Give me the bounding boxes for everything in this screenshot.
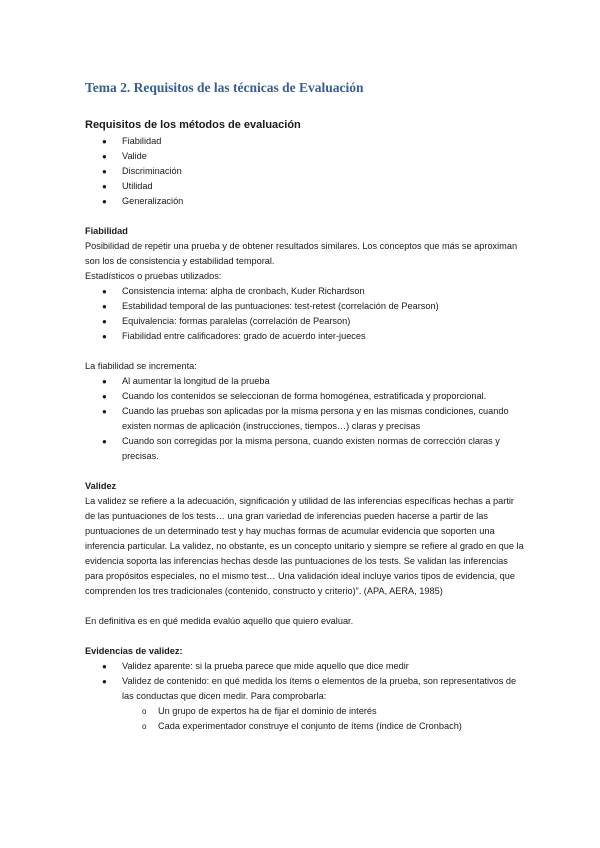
bullet-icon: ● bbox=[102, 392, 107, 401]
list-item: ● Cuando son corregidas por la misma persona, cuando existen normas de corrección claras y precisas. bbox=[102, 436, 500, 461]
bullet-icon: ● bbox=[102, 677, 107, 686]
evidencias-sublist bbox=[85, 704, 525, 734]
bullet-icon: ● bbox=[102, 317, 107, 326]
sublist-item: o Un grupo de expertos ha de fijar el dominio de interés bbox=[85, 704, 525, 719]
bullet-icon: ● bbox=[102, 302, 107, 311]
estadisticos-list bbox=[85, 284, 525, 344]
section-heading-validez: Validez bbox=[85, 481, 117, 491]
list-item: ● Discriminación bbox=[85, 164, 525, 179]
bullet-icon: ● bbox=[102, 332, 107, 341]
estadisticos-label: Estadísticos o pruebas utilizados: bbox=[85, 271, 222, 281]
bullet-icon: ● bbox=[102, 662, 107, 671]
fiabilidad-intro: Posibilidad de repetir una prueba y de obtener resultados similares. Los conceptos que más se aproximan son los de consistencia y estabilidad temporal. bbox=[85, 241, 518, 266]
list-item: ● Validez aparente: si la prueba parece que mide aquello que dice medir bbox=[85, 659, 525, 674]
bullet-icon: ● bbox=[102, 437, 107, 446]
validez-paragraph: La validez se refiere a la adecuación, significación y utilidad de las inferencias específicas hechas a partir de las puntuaciones de los tests… una gran variedad de inferencias pueden hacerse a partir de las puntuaciones de un determinado test y hay muchas formas de acumular evidencia que soporten una inferencia particular. La validez, no obstante, es un concepto unitario y siempre se refiere al grado en que la evidencia soporta las inferencias hechas desde las puntuaciones de los tests. Se validan las inferencias para propósitos especiales, no el mismo test… Una validación ideal incluye varios tipos de evidencia, que comprenden los tres tradicionales (contenido, constructo y criterio)”. (APA, AERA, 1985) bbox=[85, 496, 524, 596]
list-item: ● Cuando las pruebas son aplicadas por la misma persona y en las mismas condiciones, cuando existen normas de aplicación (instrucciones, tiempos…) claras y precisas bbox=[102, 406, 509, 431]
list-item: ● Al aumentar la longitud de la prueba bbox=[85, 374, 525, 389]
list-item: ● Validez de contenido: en qué medida los ítems o elementos de la prueba, son representativos de las conductas que dicen medir. Para comprobarla: o Un grupo de expertos ha de fijar el dominio de interés o Cada experimentador construye el conjunto de ítems (índice de Cronbach) bbox=[85, 674, 525, 734]
list-item: ● Cuando los contenidos se seleccionan de forma homogénea, estratificada y proporcional. bbox=[85, 389, 525, 404]
circle-bullet-icon: o bbox=[142, 722, 147, 731]
document-title: Tema 2. Requisitos de las técnicas de Evaluación bbox=[85, 80, 364, 95]
list-item: ● Consistencia interna: alpha de cronbach, Kuder Richardson bbox=[85, 284, 525, 299]
bullet-icon: ● bbox=[102, 407, 107, 416]
list-item: ● Valide bbox=[85, 149, 525, 164]
list-item: ● Equivalencia: formas paralelas (correlación de Pearson) bbox=[85, 314, 525, 329]
bullet-icon: ● bbox=[102, 182, 107, 191]
bullet-icon: ● bbox=[102, 197, 107, 206]
requisitos-list bbox=[85, 134, 525, 209]
incrementa-list bbox=[85, 374, 525, 464]
bullet-icon: ● bbox=[102, 137, 107, 146]
list-item: ● Estabilidad temporal de las puntuaciones: test-retest (correlación de Pearson) bbox=[85, 299, 525, 314]
list-item: ● Generalización bbox=[85, 194, 525, 209]
evidencias-list bbox=[85, 659, 525, 734]
section-heading-fiabilidad: Fiabilidad bbox=[85, 226, 128, 236]
list-item: ● Utilidad bbox=[85, 179, 525, 194]
list-item: ● Fiabilidad bbox=[85, 134, 525, 149]
validez-summary: En definitiva es en qué medida evalúo aquello que quiero evaluar. bbox=[85, 616, 354, 626]
sublist-item: o Cada experimentador construye el conjunto de ítems (índice de Cronbach) bbox=[85, 719, 525, 734]
incrementa-label: La fiabilidad se incrementa: bbox=[85, 361, 197, 371]
bullet-icon: ● bbox=[102, 167, 107, 176]
bullet-icon: ● bbox=[102, 377, 107, 386]
section-heading-evidencias: Evidencias de validez: bbox=[85, 646, 183, 656]
bullet-icon: ● bbox=[102, 287, 107, 296]
circle-bullet-icon: o bbox=[142, 707, 147, 716]
document-body bbox=[85, 117, 525, 734]
bullet-icon: ● bbox=[102, 152, 107, 161]
list-item: ● Fiabilidad entre calificadores: grado de acuerdo inter-jueces bbox=[85, 329, 525, 344]
section-heading-requisitos: Requisitos de los métodos de evaluación bbox=[85, 119, 301, 131]
